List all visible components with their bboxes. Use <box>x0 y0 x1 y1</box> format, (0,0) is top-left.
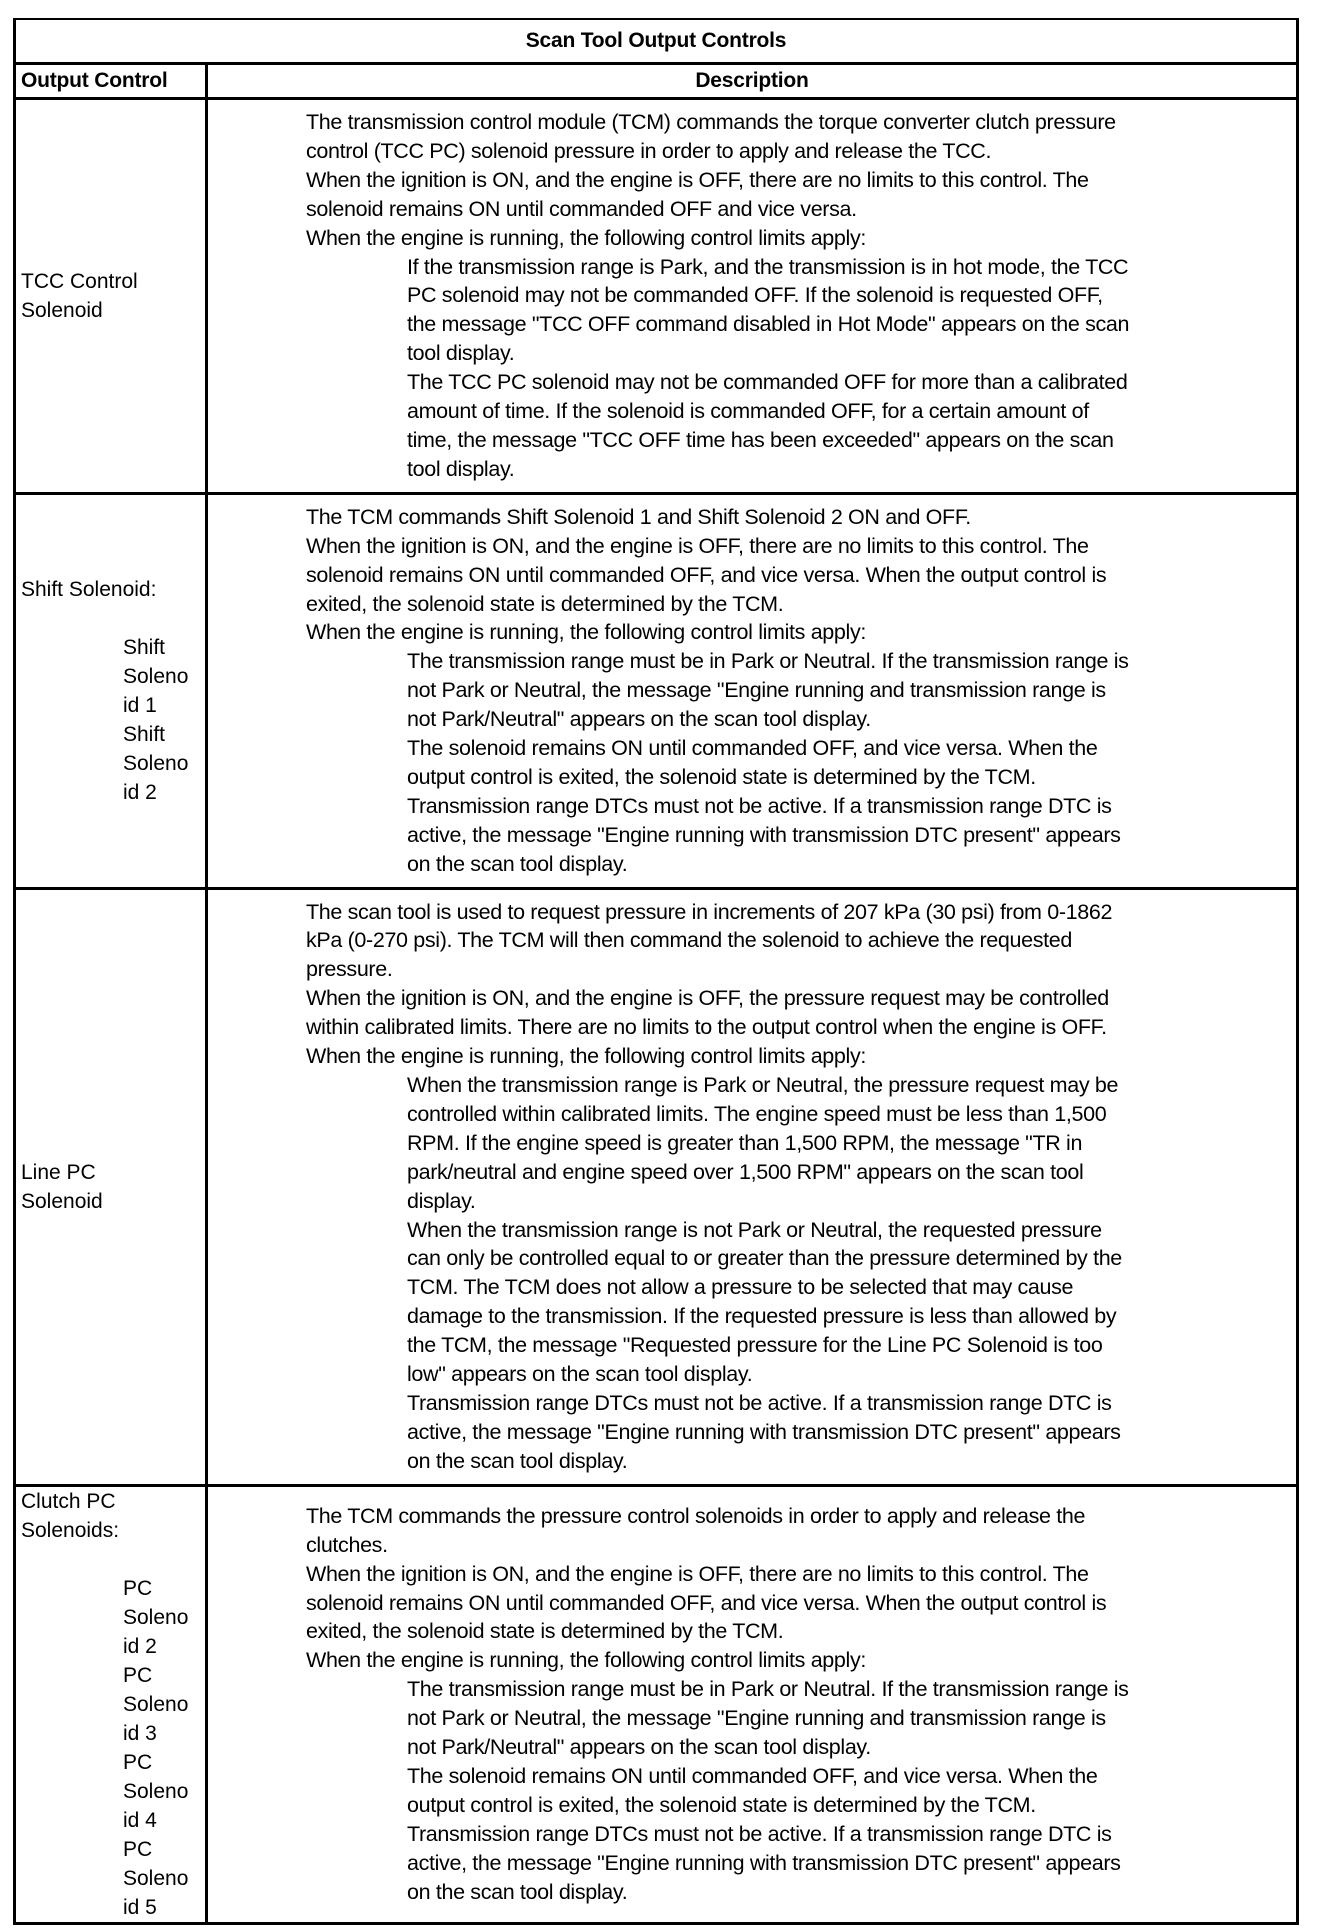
output-control-cell <box>15 888 207 1485</box>
header-description: Description <box>207 64 1298 99</box>
description-line: pressure. <box>306 957 393 982</box>
output-control-cell <box>15 493 207 888</box>
description-line: exited, the solenoid state is determined by the TCM. <box>306 1619 784 1644</box>
description-limit-line: output control is exited, the solenoid state is determined by the TCM. <box>407 764 1036 789</box>
output-control-subitem-line: PC <box>123 1663 153 1687</box>
output-control-cell <box>15 1485 207 1923</box>
description-line: The TCM commands the pressure control solenoids in order to apply and release the <box>306 1503 1086 1528</box>
output-control-subitem-line: Soleno <box>123 664 189 688</box>
table-title: Scan Tool Output Controls <box>15 19 1298 64</box>
description-line: solenoid remains ON until commanded OFF and vice versa. <box>306 196 857 221</box>
table-row-shift-solenoid <box>15 493 1298 888</box>
description-limit-line: on the scan tool display. <box>407 1879 628 1904</box>
description-line: When the ignition is ON, and the engine is OFF, there are no limits to this control. The <box>306 533 1089 558</box>
output-control-subitem-line: id 2 <box>123 780 157 804</box>
description-line: When the engine is running, the following control limits apply: <box>306 620 866 645</box>
description-limit-line: on the scan tool display. <box>407 851 628 876</box>
description-line: The scan tool is used to request pressure in increments of 207 kPa (30 psi) from 0-1862 <box>306 899 1113 924</box>
output-control-name-line: Solenoids: <box>21 1518 120 1542</box>
output-control-subitem-line: Soleno <box>123 1692 189 1716</box>
description-limit-line: The transmission range must be in Park or Neutral. If the transmission range is <box>407 1677 1129 1702</box>
description-line: When the ignition is ON, and the engine is OFF, there are no limits to this control. The <box>306 1561 1089 1586</box>
description-limit-line: time, the message "TCC OFF time has been exceeded" appears on the scan <box>407 427 1114 452</box>
description-limit-line: active, the message "Engine running with transmission DTC present" appears <box>407 1850 1121 1875</box>
output-control-subitem-line: PC <box>123 1837 153 1861</box>
title-row <box>15 19 1298 64</box>
output-control-name-line <box>21 1545 205 1574</box>
output-control-name-line: Line PC <box>21 1160 96 1184</box>
description-cell <box>207 493 1298 888</box>
description-limit-line: can only be controlled equal to or greater than the pressure determined by the <box>407 1246 1122 1271</box>
description-limit-line: Transmission range DTCs must not be active. If a transmission range DTC is <box>407 1821 1112 1846</box>
table-row-clutch-pc-solenoids <box>15 1485 1298 1923</box>
description-limit-line: amount of time. If the solenoid is commanded OFF, for a certain amount of <box>407 399 1089 424</box>
description-limit-line: the TCM, the message "Requested pressure for the Line PC Solenoid is too <box>407 1333 1103 1358</box>
description-limit-line: RPM. If the engine speed is greater than 1,500 RPM, the message "TR in <box>407 1130 1083 1155</box>
description-limit-line: TCM. The TCM does not allow a pressure to be selected that may cause <box>407 1275 1074 1300</box>
description-line: solenoid remains ON until commanded OFF, and vice versa. When the output control is <box>306 562 1107 587</box>
description-line: The transmission control module (TCM) commands the torque converter clutch pressure <box>306 110 1116 134</box>
description-cell <box>207 1485 1298 1923</box>
output-control-subitem-line: PC <box>123 1750 153 1774</box>
description-limit-line: PC solenoid may not be commanded OFF. If the solenoid is requested OFF, <box>407 283 1103 308</box>
description-line: When the engine is running, the following control limits apply: <box>306 1648 866 1673</box>
description-line: When the ignition is ON, and the engine is OFF, the pressure request may be controlled <box>306 986 1109 1011</box>
description-limit-line: output control is exited, the solenoid state is determined by the TCM. <box>407 1792 1036 1817</box>
description-limit-line: Transmission range DTCs must not be active. If a transmission range DTC is <box>407 793 1112 818</box>
output-control-subitem-line: id 1 <box>123 693 157 717</box>
header-output-control: Output Control <box>15 64 207 99</box>
description-cell <box>207 888 1298 1485</box>
description-line: When the ignition is ON, and the engine is OFF, there are no limits to this control. The <box>306 167 1089 192</box>
description-limit-line: When the transmission range is Park or Neutral, the pressure request may be <box>407 1073 1119 1097</box>
description-line: clutches. <box>306 1532 388 1557</box>
description-line: When the engine is running, the following control limits apply: <box>306 1044 866 1069</box>
description-line: exited, the solenoid state is determined by the TCM. <box>306 591 784 616</box>
description-line: When the engine is running, the following control limits apply: <box>306 225 866 250</box>
description-cell <box>207 99 1298 494</box>
output-control-subitem-line: id 3 <box>123 1721 157 1745</box>
description-line: within calibrated limits. There are no limits to the output control when the engine is OFF. <box>306 1015 1107 1040</box>
description-line: The TCM commands Shift Solenoid 1 and Shift Solenoid 2 ON and OFF. <box>306 504 971 529</box>
description-limit-line: active, the message "Engine running with transmission DTC present" appears <box>407 822 1121 847</box>
output-control-name-line <box>21 604 205 633</box>
output-control-name-line: Clutch PC <box>21 1489 116 1513</box>
output-control-subitem-line: Soleno <box>123 1779 189 1803</box>
table-row-line-pc-solenoid <box>15 888 1298 1485</box>
description-limit-line: not Park or Neutral, the message "Engine running and transmission range is <box>407 678 1106 703</box>
description-limit-line: on the scan tool display. <box>407 1448 628 1473</box>
description-limit-line: tool display. <box>407 456 515 481</box>
table-body <box>15 99 1298 1924</box>
description-limit-line: park/neutral and engine speed over 1,500 RPM" appears on the scan tool <box>407 1159 1084 1184</box>
output-control-name-line: TCC Control <box>21 269 138 293</box>
output-control-subitem-line: Soleno <box>123 751 189 775</box>
output-control-name-line: Solenoid <box>21 1189 103 1213</box>
output-control-subitem-line: Shift <box>123 635 166 659</box>
description-limit-line: not Park or Neutral, the message "Engine running and transmission range is <box>407 1706 1106 1731</box>
description-line: control (TCC PC) solenoid pressure in order to apply and release the TCC. <box>306 138 992 163</box>
output-control-subitem-line: id 2 <box>123 1634 157 1658</box>
output-control-cell <box>15 99 207 494</box>
description-limit-line: controlled within calibrated limits. The engine speed must be less than 1,500 <box>407 1101 1107 1126</box>
description-limit-line: If the transmission range is Park, and the transmission is in hot mode, the TCC <box>407 254 1129 279</box>
description-line: kPa (0-270 psi). The TCM will then command the solenoid to achieve the requested <box>306 928 1072 953</box>
description-limit-line: When the transmission range is not Park or Neutral, the requested pressure <box>407 1217 1102 1242</box>
description-limit-line: tool display. <box>407 341 515 366</box>
description-limit-line: Transmission range DTCs must not be active. If a transmission range DTC is <box>407 1390 1112 1415</box>
description-limit-line: The solenoid remains ON until commanded OFF, and vice versa. When the <box>407 1764 1098 1788</box>
description-limit-line: the message "TCC OFF command disabled in Hot Mode" appears on the scan <box>407 312 1130 337</box>
description-limit-line: The transmission range must be in Park or Neutral. If the transmission range is <box>407 649 1129 674</box>
output-control-name-line: Shift Solenoid: <box>21 577 157 601</box>
description-limit-line: active, the message "Engine running with transmission DTC present" appears <box>407 1419 1121 1444</box>
output-control-subitem-line: Soleno <box>123 1605 189 1629</box>
description-limit-line: not Park/Neutral" appears on the scan tool display. <box>407 707 871 732</box>
header-row <box>15 64 1298 99</box>
output-control-name-line: Solenoid <box>21 298 103 322</box>
output-control-subitem-line: id 4 <box>123 1808 157 1832</box>
description-limit-line: low" appears on the scan tool display. <box>407 1362 753 1387</box>
output-control-subitem-line: Soleno <box>123 1866 189 1890</box>
description-limit-line: display. <box>407 1188 476 1213</box>
scan-tool-output-controls-table <box>13 18 1299 1925</box>
table-row-tcc-control-solenoid <box>15 99 1298 494</box>
output-control-subitem-line: PC <box>123 1576 153 1600</box>
output-control-subitem-line: id 5 <box>123 1895 157 1919</box>
description-limit-line: The TCC PC solenoid may not be commanded OFF for more than a calibrated <box>407 370 1128 395</box>
description-limit-line: not Park/Neutral" appears on the scan tool display. <box>407 1735 871 1760</box>
description-line: solenoid remains ON until commanded OFF, and vice versa. When the output control is <box>306 1590 1107 1615</box>
description-limit-line: The solenoid remains ON until commanded OFF, and vice versa. When the <box>407 736 1098 761</box>
description-limit-line: damage to the transmission. If the requested pressure is less than allowed by <box>407 1304 1117 1329</box>
output-control-subitem-line: Shift <box>123 722 166 746</box>
